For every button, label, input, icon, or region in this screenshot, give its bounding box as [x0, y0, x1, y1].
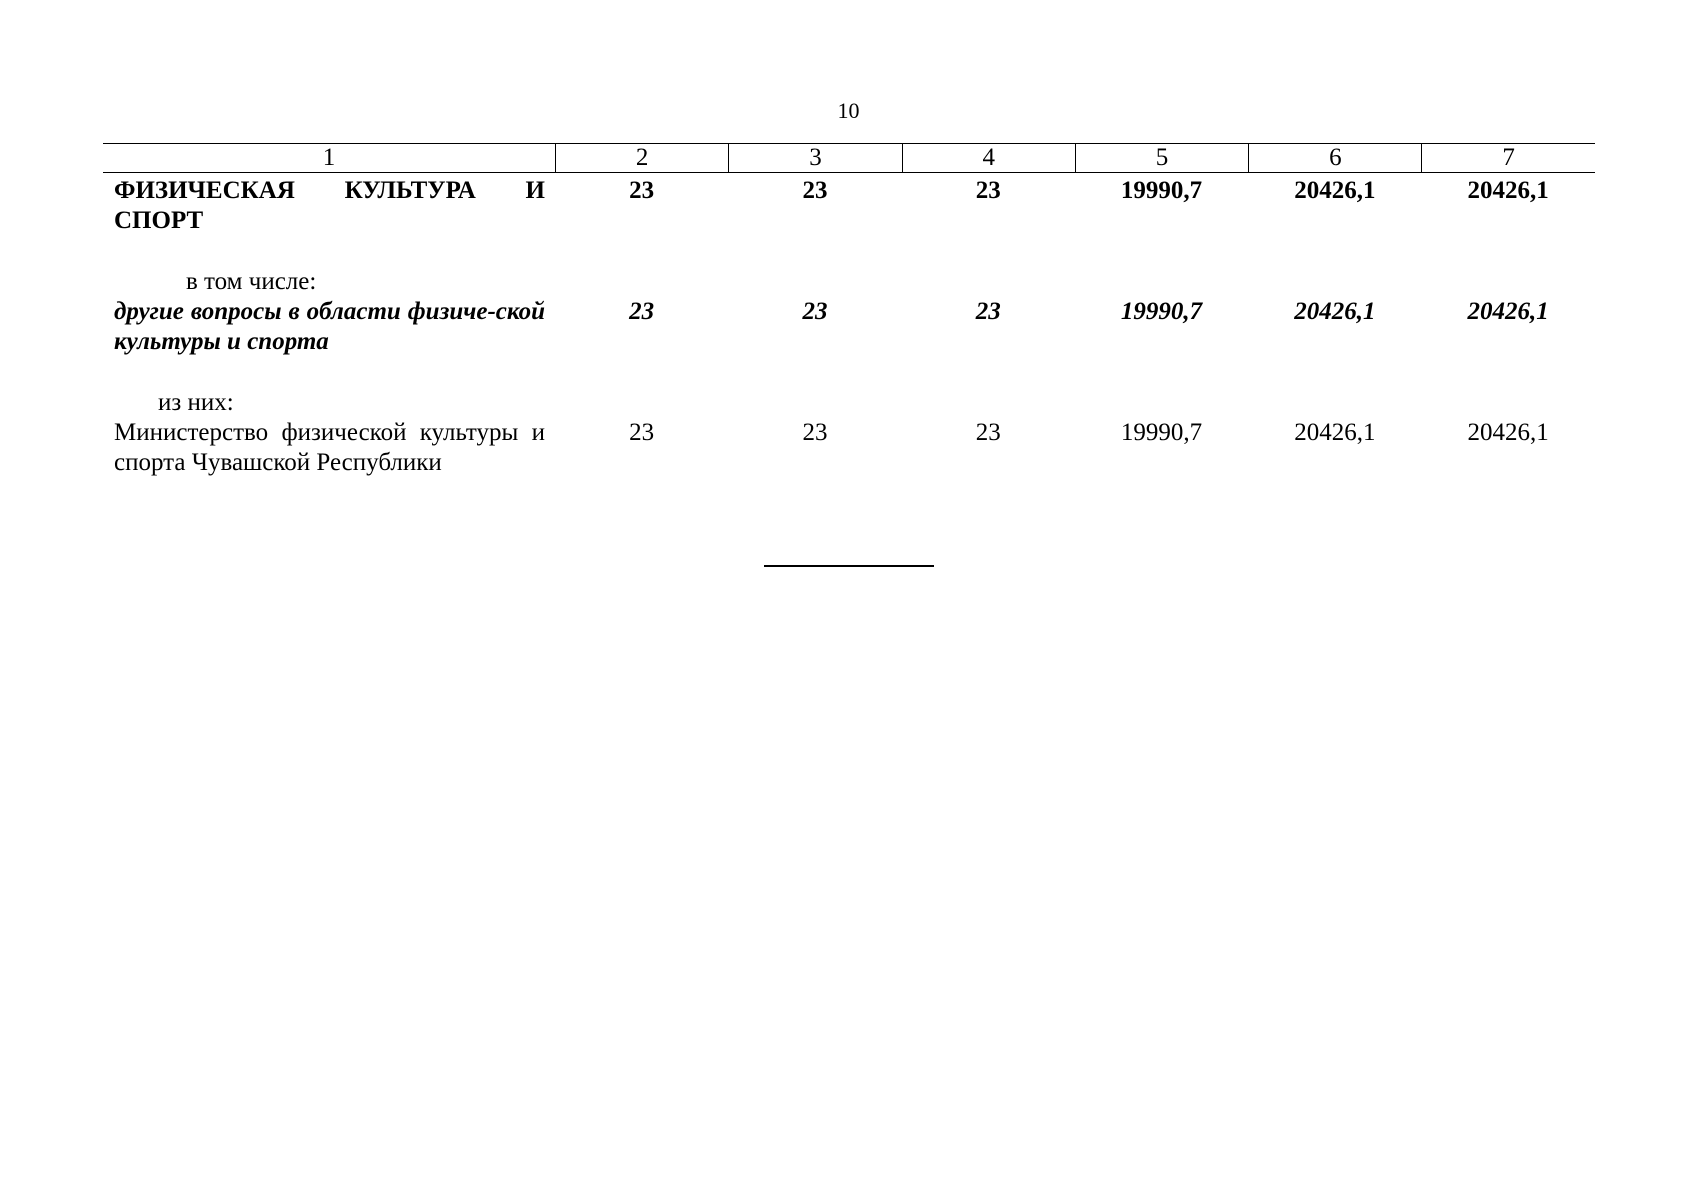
- header-cell-6: 6: [1248, 144, 1421, 172]
- row-value-5: 19990,7: [1120, 419, 1203, 446]
- row-value-6: 20426,1: [1294, 419, 1376, 446]
- table-header-row: [103, 143, 1595, 173]
- row-value-3: 23: [802, 298, 828, 325]
- row-value-4: 23: [975, 419, 1001, 446]
- header-cell-5: 5: [1075, 144, 1248, 172]
- row-label: Министерство физической культуры и спорта Чувашской Республики: [114, 419, 545, 476]
- page-number: 10: [837, 98, 860, 123]
- row-value-2: 23: [629, 177, 655, 204]
- row-value-4: 23: [975, 298, 1001, 325]
- row-label: другие вопросы в области физиче-ской культуры и спорта: [114, 298, 545, 355]
- table-row-section-total: [103, 176, 1595, 236]
- row-value-7: 20426,1: [1467, 419, 1549, 446]
- header-cell-2: 2: [555, 144, 728, 172]
- row-label: ФИЗИЧЕСКАЯ КУЛЬТУРА И СПОРТ: [114, 177, 545, 234]
- row-value-5: 19990,7: [1120, 298, 1203, 325]
- row-value-3: 23: [802, 419, 828, 446]
- table-row-ministry: [103, 418, 1595, 478]
- row-value-4: 23: [975, 177, 1001, 204]
- subheading-including: в том числе:: [186, 268, 317, 295]
- row-value-2: 23: [629, 419, 655, 446]
- row-value-7: 20426,1: [1467, 298, 1549, 325]
- row-value-6: 20426,1: [1294, 177, 1376, 204]
- row-value-3: 23: [802, 177, 828, 204]
- header-cell-4: 4: [902, 144, 1075, 172]
- row-value-6: 20426,1: [1294, 298, 1376, 325]
- row-value-7: 20426,1: [1467, 177, 1549, 204]
- end-of-document-rule: [764, 565, 934, 567]
- header-cell-7: 7: [1421, 144, 1594, 172]
- header-cell-1: 1: [322, 144, 336, 171]
- table-row-subsection: [103, 297, 1595, 357]
- header-cell-3: 3: [728, 144, 901, 172]
- row-value-5: 19990,7: [1120, 177, 1203, 204]
- row-value-2: 23: [629, 298, 655, 325]
- subheading-of-them: из них:: [158, 389, 234, 416]
